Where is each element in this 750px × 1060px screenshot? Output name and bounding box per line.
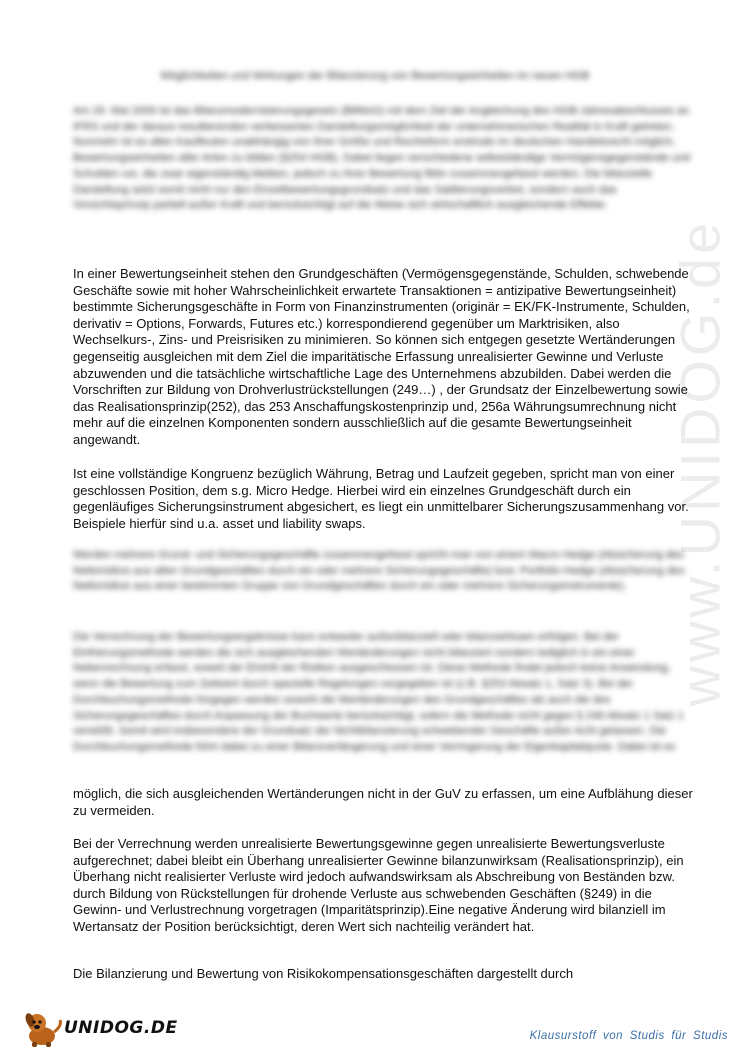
blurred-methods-paragraph: Die Verrechnung der Bewertungsergebnisse kann entweder außerbilanziell oder bilanzwirksam erfolgen. Bei der Einfrierungsmethode werden die sich ausgleichenden Wertänderungen nicht bilanziert sondern lediglich in ein einer Nebenrechnung erfasst, soweit der Eintritt der Risiken ausgeschlossen ist. Diese Methode findet jedoch keine Anwendung, wenn die Bewertung zum Zeitwert durch spezielle Regelungen vorgegeben ist (z.B. §253 Absatz 1, Satz 3). Bei der Durchbuchungsmethode hingegen werden sowohl die Wertänderungen des Grundgeschäftes als auch die des Sicherungsgeschäftes durch Anpassung der Buchwerte berücksichtigt, sofern die Methode nicht gegen § 246 Absatz 1 Satz 1 verstößt. Somit wird insbesondere der Grundsatz der Nichtbilanzierung schwebender Geschäfte außer Acht gelassen. Die Durchbuchungsmethode führt dabei zu einer Bilanzverlängerung und einer Verringerung der Eigenkapitalquote. Dabei ist es: [73, 631, 684, 753]
unidog-logo[interactable]: [22, 1008, 178, 1048]
blurred-title: Möglichkeiten und Wirkungen der Bilanzierung von Bewertungseinheiten im neuen HGB: [160, 70, 590, 82]
paragraph-risikokompensation: Die Bilanzierung und Bewertung von Risikokompensationsgeschäften dargestellt durch: [73, 966, 574, 981]
paragraph-verrechnung: Bei der Verrechnung werden unrealisierte Bewertungsgewinne gegen unrealisierte Bewertungsverluste aufgerechnet; dabei bleibt ein Überhang unrealisierter Gewinne bilanzunwirksam (Realisationsprinzip), ein Überhang nicht realisierter Verluste wird jedoch aufwandswirksam als Abschreibung von Beständen bzw. durch Bildung von Rückstellungen für drohende Verluste aus schwebenden Geschäften (§249) in die Gewinn- und Verlustrechnung vorgetragen (Imparitätsprinzip).Eine negative Änderung wird bilanziell im Wertansatz der Position berücksichtigt, deren Wert sich nachteilig verändert hat.: [73, 836, 684, 934]
paragraph-guv-tail: möglich, die sich ausgleichenden Wertänderungen nicht in der GuV zu erfassen, um eine Aufblähung dieser zu vermeiden.: [73, 786, 693, 818]
footer-tagline: Klausurstoff von Studis für Studis: [529, 1030, 728, 1042]
logo-text: UNIDOG.DE: [64, 1018, 178, 1038]
blurred-macro-hedge-paragraph: Werden mehrere Grund- und Sicherungsgeschäfte zusammengefasst spricht man von einem Macro Hedge (Absicherung des Nettorisikos aus allen Grundgeschäften durch ein oder mehrere Sicherungsgeschäfte) bzw. Portfolio Hedge (Absicherung des Nettorisikos aus einer bestimmten Gruppe von Grundgeschäften durch ein oder mehrere Sicherungsinstrumente).: [73, 549, 685, 593]
paragraph-bewertungseinheit: In einer Bewertungseinheit stehen den Grundgeschäften (Vermögensgegenstände, Schulden, schwebende Geschäfte sowie mit hoher Wahrscheinlichkeit erwartete Transaktionen = antizipative Bewertungseinheit) bestimmte Sicherungsgeschäfte in Form von Finanzinstrumenten (originär = EK/FK-Instrumente, Schulden, derivativ = Options, Forwards, Futures etc.) korrespondierend gegenüber um Marktrisiken, also Wechselkurs-, Zins- und Preisrisiken zu minimieren. So können sich entgegen gesetzte Wertänderungen gegenseitig ausgleichen mit dem Ziel die imparitätische Erfassung unrealisierter Gewinne und Verluste abzuwenden und die tatsächliche wirtschaftliche Lage des Unternehmens abzubilden. Dabei werden die Vorschriften zur Bildung von Drohverlustrückstellungen (249…) , der Grundsatz der Einzelbewertung sowie das Realisationsprinzip(252), das 253 Anschaffungskostenprinzip und, 256a Währungsumrechnung nicht mehr auf die einzelnen Komponenten sondern ausschließlich auf die gesamte Bewertungseinheit angewandt.: [73, 266, 690, 447]
dog-mascot-icon: [22, 1008, 66, 1048]
paragraph-micro-hedge: Ist eine vollständige Kongruenz bezüglich Währung, Betrag und Laufzeit gegeben, spricht man von einer geschlossen Position, dem s.g. Micro Hedge. Hierbei wird ein einzelnes Grundgeschäft durch ein gegenläufiges Sicherungsinstrument abgesichert, es liegt ein unmittelbarer Sicherungszusammenhang vor. Beispiele hierfür sind u.a. asset und liability swaps.: [73, 466, 689, 531]
watermark: www.UNIDOG.de: [668, 218, 732, 707]
blurred-intro-paragraph: Am 29. Mai 2009 ist das Bilanzmodernisierungsgesetz (BilMoG) mit dem Ziel der Angleichung des HGB-Jahresabschlusses an IFRS und der daraus resultierenden verbesserten Darstellungsmöglichkeit der unternehmerischen Realität in Kraft getreten. Nunmehr ist es allen Kaufleuten unabhängig von ihrer Größe und Rechtsform erstmals im deutschen Handelsrecht möglich, Bewertungseinheiten aller Arten zu bilden (§254 HGB). Dabei liegen verschiedene selbstständige Vermögensgegenstände und Schulden vor, die zwar eigenständig bleiben, jedoch zu ihrer Bewertung fiktiv zusammengefasst werden. Die bilanzielle Darstellung setzt somit nicht nur den Einzelbewertungsgrundsatz und das Saldierungsverbot, sondern auch das Vorsichtsprinzip partiell außer Kraft und berücksichtigt auf die Weise sich wirtschaftlich ausgleichende Effekte.: [73, 105, 691, 212]
